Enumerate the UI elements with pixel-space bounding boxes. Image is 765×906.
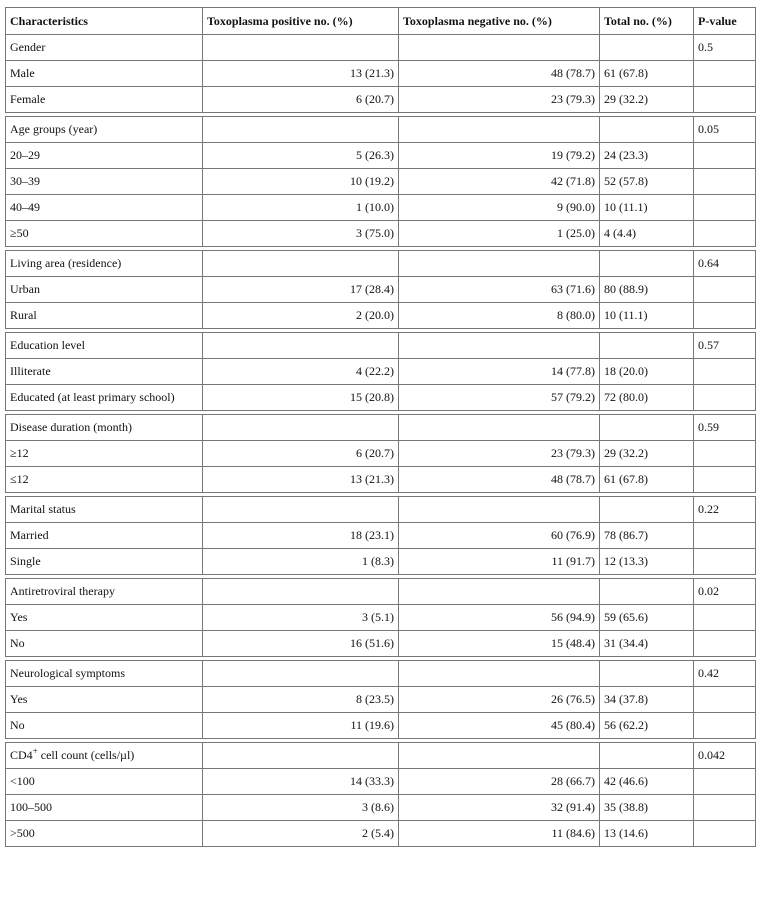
total-count: 72 (80.0) bbox=[600, 385, 694, 411]
negative-count: 23 (79.3) bbox=[399, 441, 600, 467]
group-header-row bbox=[6, 497, 756, 523]
group-label-text: CD4 bbox=[10, 748, 33, 762]
toxoplasma-characteristics-table bbox=[5, 7, 756, 847]
group-header-row bbox=[6, 415, 756, 441]
negative-count: 45 (80.4) bbox=[399, 713, 600, 739]
row-label: Single bbox=[6, 549, 203, 575]
table-row bbox=[6, 277, 756, 303]
header-p-value: P-value bbox=[694, 8, 756, 35]
empty-cell bbox=[399, 251, 600, 277]
empty-cell bbox=[399, 333, 600, 359]
negative-count: 11 (84.6) bbox=[399, 821, 600, 847]
empty-cell bbox=[203, 117, 399, 143]
total-count: 18 (20.0) bbox=[600, 359, 694, 385]
empty-cell bbox=[600, 497, 694, 523]
table-row bbox=[6, 169, 756, 195]
header-row bbox=[6, 8, 756, 35]
total-count: 59 (65.6) bbox=[600, 605, 694, 631]
total-count: 78 (86.7) bbox=[600, 523, 694, 549]
empty-cell bbox=[399, 35, 600, 61]
total-count: 4 (4.4) bbox=[600, 221, 694, 247]
empty-cell bbox=[203, 35, 399, 61]
empty-cell bbox=[694, 303, 756, 329]
empty-cell bbox=[694, 221, 756, 247]
empty-cell bbox=[203, 743, 399, 769]
total-count: 61 (67.8) bbox=[600, 61, 694, 87]
negative-count: 56 (94.9) bbox=[399, 605, 600, 631]
negative-count: 48 (78.7) bbox=[399, 61, 600, 87]
empty-cell bbox=[203, 497, 399, 523]
group-p-value: 0.42 bbox=[694, 661, 756, 687]
positive-count: 6 (20.7) bbox=[203, 441, 399, 467]
header-toxoplasma-negative: Toxoplasma negative no. (%) bbox=[399, 8, 600, 35]
table-row bbox=[6, 687, 756, 713]
table-row bbox=[6, 631, 756, 657]
table-row bbox=[6, 385, 756, 411]
total-count: 61 (67.8) bbox=[600, 467, 694, 493]
row-label: 100–500 bbox=[6, 795, 203, 821]
total-count: 35 (38.8) bbox=[600, 795, 694, 821]
row-label: No bbox=[6, 631, 203, 657]
row-label: Urban bbox=[6, 277, 203, 303]
group-p-value: 0.05 bbox=[694, 117, 756, 143]
group-label-suffix: cell count (cells/µl) bbox=[37, 748, 135, 762]
negative-count: 42 (71.8) bbox=[399, 169, 600, 195]
row-label: Female bbox=[6, 87, 203, 113]
empty-cell bbox=[694, 195, 756, 221]
table-row bbox=[6, 769, 756, 795]
empty-cell bbox=[600, 415, 694, 441]
positive-count: 4 (22.2) bbox=[203, 359, 399, 385]
table-header bbox=[6, 8, 756, 35]
positive-count: 3 (75.0) bbox=[203, 221, 399, 247]
empty-cell bbox=[694, 687, 756, 713]
positive-count: 2 (20.0) bbox=[203, 303, 399, 329]
table-container bbox=[5, 7, 755, 847]
table-row bbox=[6, 61, 756, 87]
empty-cell bbox=[399, 497, 600, 523]
row-label: ≤12 bbox=[6, 467, 203, 493]
total-count: 34 (37.8) bbox=[600, 687, 694, 713]
row-label: 40–49 bbox=[6, 195, 203, 221]
positive-count: 14 (33.3) bbox=[203, 769, 399, 795]
row-label: Yes bbox=[6, 687, 203, 713]
negative-count: 9 (90.0) bbox=[399, 195, 600, 221]
empty-cell bbox=[600, 117, 694, 143]
group-label bbox=[6, 743, 203, 769]
negative-count: 48 (78.7) bbox=[399, 467, 600, 493]
group-label: Living area (residence) bbox=[6, 251, 203, 277]
group-header-row bbox=[6, 251, 756, 277]
table-row bbox=[6, 143, 756, 169]
total-count: 12 (13.3) bbox=[600, 549, 694, 575]
empty-cell bbox=[694, 143, 756, 169]
row-label: Yes bbox=[6, 605, 203, 631]
negative-count: 23 (79.3) bbox=[399, 87, 600, 113]
empty-cell bbox=[203, 415, 399, 441]
empty-cell bbox=[694, 549, 756, 575]
group-header-row bbox=[6, 661, 756, 687]
negative-count: 8 (80.0) bbox=[399, 303, 600, 329]
row-label: >500 bbox=[6, 821, 203, 847]
total-count: 52 (57.8) bbox=[600, 169, 694, 195]
empty-cell bbox=[600, 661, 694, 687]
negative-count: 1 (25.0) bbox=[399, 221, 600, 247]
empty-cell bbox=[399, 579, 600, 605]
group-label: Age groups (year) bbox=[6, 117, 203, 143]
group-label: Marital status bbox=[6, 497, 203, 523]
empty-cell bbox=[694, 713, 756, 739]
table-row bbox=[6, 549, 756, 575]
positive-count: 16 (51.6) bbox=[203, 631, 399, 657]
group-header-row bbox=[6, 35, 756, 61]
negative-count: 26 (76.5) bbox=[399, 687, 600, 713]
empty-cell bbox=[399, 661, 600, 687]
positive-count: 15 (20.8) bbox=[203, 385, 399, 411]
positive-count: 11 (19.6) bbox=[203, 713, 399, 739]
empty-cell bbox=[694, 359, 756, 385]
header-characteristics: Characteristics bbox=[6, 8, 203, 35]
positive-count: 8 (23.5) bbox=[203, 687, 399, 713]
empty-cell bbox=[203, 579, 399, 605]
total-count: 80 (88.9) bbox=[600, 277, 694, 303]
table-row bbox=[6, 467, 756, 493]
empty-cell bbox=[203, 251, 399, 277]
empty-cell bbox=[600, 35, 694, 61]
header-total: Total no. (%) bbox=[600, 8, 694, 35]
group-header-row bbox=[6, 117, 756, 143]
positive-count: 6 (20.7) bbox=[203, 87, 399, 113]
row-label: Illiterate bbox=[6, 359, 203, 385]
empty-cell bbox=[694, 169, 756, 195]
empty-cell bbox=[694, 385, 756, 411]
positive-count: 2 (5.4) bbox=[203, 821, 399, 847]
header-toxoplasma-positive: Toxoplasma positive no. (%) bbox=[203, 8, 399, 35]
total-count: 31 (34.4) bbox=[600, 631, 694, 657]
positive-count: 13 (21.3) bbox=[203, 61, 399, 87]
table-row bbox=[6, 303, 756, 329]
row-label: <100 bbox=[6, 769, 203, 795]
row-label: 30–39 bbox=[6, 169, 203, 195]
group-p-value: 0.64 bbox=[694, 251, 756, 277]
group-label-superscript: + bbox=[32, 746, 38, 756]
group-label: Antiretroviral therapy bbox=[6, 579, 203, 605]
total-count: 24 (23.3) bbox=[600, 143, 694, 169]
group-header-row bbox=[6, 333, 756, 359]
positive-count: 1 (8.3) bbox=[203, 549, 399, 575]
row-label: Rural bbox=[6, 303, 203, 329]
negative-count: 11 (91.7) bbox=[399, 549, 600, 575]
empty-cell bbox=[600, 251, 694, 277]
positive-count: 1 (10.0) bbox=[203, 195, 399, 221]
row-label: ≥50 bbox=[6, 221, 203, 247]
row-label: Married bbox=[6, 523, 203, 549]
table-row bbox=[6, 795, 756, 821]
table-row bbox=[6, 359, 756, 385]
positive-count: 3 (8.6) bbox=[203, 795, 399, 821]
negative-count: 19 (79.2) bbox=[399, 143, 600, 169]
negative-count: 14 (77.8) bbox=[399, 359, 600, 385]
group-p-value: 0.042 bbox=[694, 743, 756, 769]
table-row bbox=[6, 195, 756, 221]
empty-cell bbox=[399, 743, 600, 769]
row-label: Educated (at least primary school) bbox=[6, 385, 203, 411]
group-p-value: 0.57 bbox=[694, 333, 756, 359]
group-p-value: 0.59 bbox=[694, 415, 756, 441]
empty-cell bbox=[600, 743, 694, 769]
empty-cell bbox=[399, 415, 600, 441]
table-row bbox=[6, 221, 756, 247]
group-header-row bbox=[6, 579, 756, 605]
empty-cell bbox=[694, 821, 756, 847]
positive-count: 17 (28.4) bbox=[203, 277, 399, 303]
table-row bbox=[6, 441, 756, 467]
empty-cell bbox=[694, 277, 756, 303]
negative-count: 28 (66.7) bbox=[399, 769, 600, 795]
empty-cell bbox=[694, 87, 756, 113]
positive-count: 10 (19.2) bbox=[203, 169, 399, 195]
row-label: Male bbox=[6, 61, 203, 87]
total-count: 10 (11.1) bbox=[600, 303, 694, 329]
empty-cell bbox=[694, 523, 756, 549]
table-row bbox=[6, 523, 756, 549]
group-p-value: 0.5 bbox=[694, 35, 756, 61]
table-row bbox=[6, 821, 756, 847]
table-body bbox=[6, 35, 756, 847]
group-label: Neurological symptoms bbox=[6, 661, 203, 687]
group-p-value: 0.22 bbox=[694, 497, 756, 523]
group-header-row bbox=[6, 743, 756, 769]
positive-count: 3 (5.1) bbox=[203, 605, 399, 631]
total-count: 29 (32.2) bbox=[600, 87, 694, 113]
row-label: 20–29 bbox=[6, 143, 203, 169]
empty-cell bbox=[694, 441, 756, 467]
table-row bbox=[6, 605, 756, 631]
positive-count: 5 (26.3) bbox=[203, 143, 399, 169]
negative-count: 15 (48.4) bbox=[399, 631, 600, 657]
total-count: 56 (62.2) bbox=[600, 713, 694, 739]
empty-cell bbox=[694, 769, 756, 795]
negative-count: 63 (71.6) bbox=[399, 277, 600, 303]
table-row bbox=[6, 713, 756, 739]
negative-count: 57 (79.2) bbox=[399, 385, 600, 411]
group-label: Disease duration (month) bbox=[6, 415, 203, 441]
empty-cell bbox=[203, 661, 399, 687]
empty-cell bbox=[600, 579, 694, 605]
empty-cell bbox=[694, 467, 756, 493]
empty-cell bbox=[203, 333, 399, 359]
total-count: 42 (46.6) bbox=[600, 769, 694, 795]
empty-cell bbox=[694, 795, 756, 821]
positive-count: 13 (21.3) bbox=[203, 467, 399, 493]
empty-cell bbox=[694, 605, 756, 631]
group-label: Gender bbox=[6, 35, 203, 61]
table-row bbox=[6, 87, 756, 113]
empty-cell bbox=[694, 61, 756, 87]
total-count: 29 (32.2) bbox=[600, 441, 694, 467]
empty-cell bbox=[399, 117, 600, 143]
group-label: Education level bbox=[6, 333, 203, 359]
row-label: ≥12 bbox=[6, 441, 203, 467]
negative-count: 60 (76.9) bbox=[399, 523, 600, 549]
empty-cell bbox=[694, 631, 756, 657]
total-count: 13 (14.6) bbox=[600, 821, 694, 847]
negative-count: 32 (91.4) bbox=[399, 795, 600, 821]
row-label: No bbox=[6, 713, 203, 739]
total-count: 10 (11.1) bbox=[600, 195, 694, 221]
group-p-value: 0.02 bbox=[694, 579, 756, 605]
positive-count: 18 (23.1) bbox=[203, 523, 399, 549]
empty-cell bbox=[600, 333, 694, 359]
